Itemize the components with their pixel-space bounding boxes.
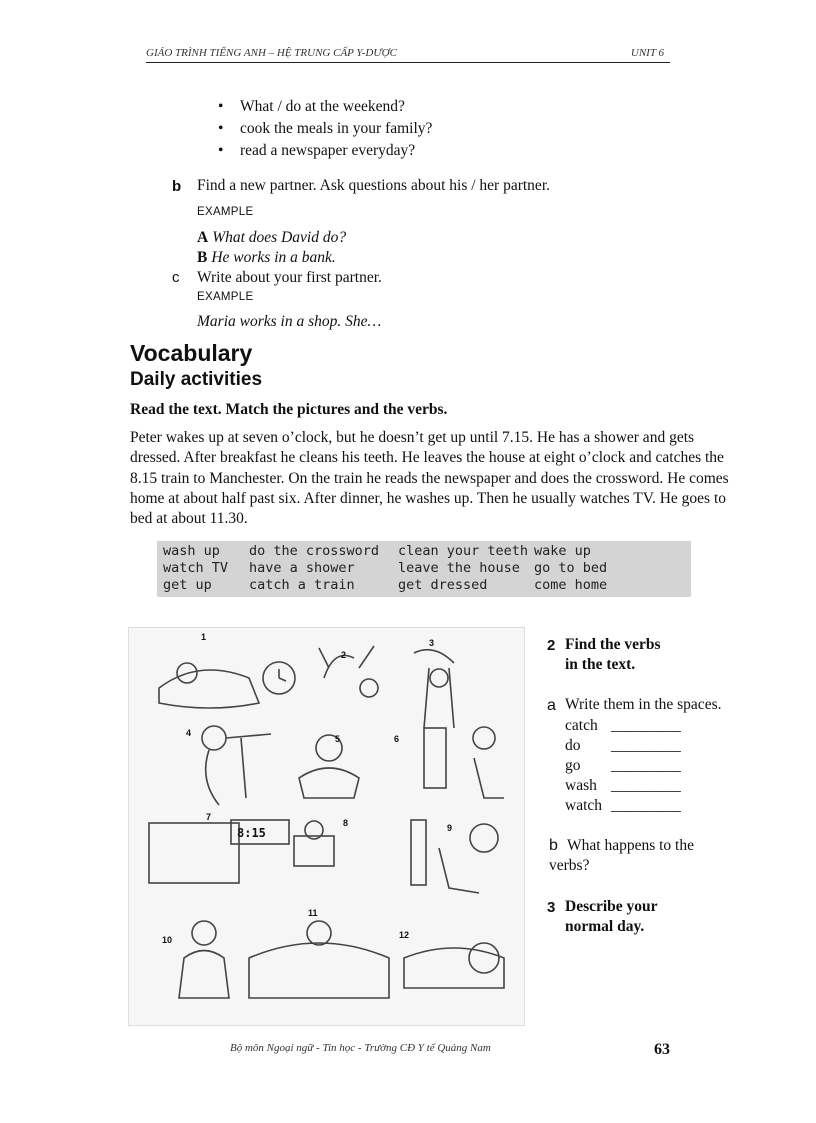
picture-number: 10 [162, 935, 173, 945]
header-title: GIÁO TRÌNH TIẾNG ANH – HỆ TRUNG CẤP Y-DƯỢC [146, 47, 397, 59]
verb-item: go to bed [534, 560, 608, 576]
picture-number: 3 [429, 638, 435, 648]
exercise-title: in the text. [565, 656, 636, 673]
verb-item: have a shower [249, 560, 355, 576]
picture-number: 8 [343, 818, 349, 828]
example-label: EXAMPLE [197, 291, 254, 303]
list-item: watch _________ [565, 797, 681, 814]
picture-number: 9 [447, 823, 453, 833]
list-item: do _________ [565, 737, 681, 754]
verb-item: wake up [534, 543, 591, 559]
picture-number: 2 [341, 650, 347, 660]
page-header [146, 44, 670, 63]
picture-number: 7 [206, 812, 212, 822]
part-b-text: What happens to the [567, 837, 694, 854]
part-c-label: c [172, 269, 180, 286]
verb-item: do the crossword [249, 543, 380, 559]
example-dialogue-line [197, 229, 346, 247]
part-c-text: Write about your first partner. [197, 269, 382, 286]
picture-number: 1 [201, 632, 207, 642]
verb-item: clean your teeth [398, 543, 529, 559]
verb-item: catch a train [249, 577, 355, 593]
verb-item: get dressed [398, 577, 488, 593]
part-b-label: b [172, 178, 182, 195]
list-item: catch _________ [565, 717, 681, 734]
section-subtitle: Daily activities [130, 369, 263, 390]
page-footer: Bộ môn Ngoại ngữ - Tin học - Trường CĐ Y tế Quảng Nam [230, 1042, 491, 1054]
page-number: 63 [654, 1041, 670, 1058]
speaker-b: B [197, 249, 208, 266]
verb-item: watch TV [163, 560, 229, 576]
verb-item: leave the house [398, 560, 520, 576]
verb-item: come home [534, 577, 608, 593]
dialogue-text-a: What does David do? [212, 229, 347, 246]
speaker-a: A [197, 229, 209, 246]
exercise-title: Describe your [565, 898, 658, 915]
verb-box [157, 541, 691, 597]
picture-number: 4 [186, 728, 192, 738]
dialogue-text-b: He works in a bank. [211, 249, 336, 266]
reading-paragraph: Peter wakes up at seven o’clock, but he doesn’t get up until 7.15. He has a shower and gets dressed. After breakfast he cleans his teeth. He leaves the house at eight o’clock and catches the 8.15 train to Manchester. On the train he reads the newspaper and does the crossword. He comes home at about half past six. After dinner, he washes up. Then he usually watches TV. He goes to bed at about 11.30. [130, 429, 729, 528]
exercise-number: 2 [547, 637, 556, 654]
activity-illustrations [128, 627, 525, 1026]
question-list [218, 96, 432, 162]
exercise-title: Find the verbs [565, 636, 661, 653]
word-list [565, 716, 681, 816]
header-unit: UNIT 6 [630, 47, 664, 59]
exercise-title: normal day. [565, 918, 645, 935]
picture-number: 12 [399, 930, 410, 940]
example-dialogue-line [197, 249, 336, 267]
part-b-text: verbs? [549, 857, 590, 874]
part-b-label: b [549, 837, 558, 854]
example-text: Maria works in a shop. She… [197, 313, 382, 330]
verb-item: wash up [163, 543, 220, 559]
part-a-label: a [547, 697, 556, 714]
part-a-text: Write them in the spaces. [565, 696, 722, 713]
section-title: Vocabulary [130, 340, 253, 366]
exercise-number: 3 [547, 899, 556, 916]
picture-number: 11 [308, 908, 318, 918]
list-item: go _________ [565, 757, 681, 774]
picture-number: 5 [335, 734, 341, 744]
clock-display: 8:15 [237, 826, 266, 840]
list-item: wash _________ [565, 777, 681, 794]
picture-number: 6 [394, 734, 400, 744]
list-item: • cook the meals in your family? [218, 118, 432, 140]
list-item: • What / do at the weekend? [218, 96, 432, 118]
part-b-text: Find a new partner. Ask questions about his / her partner. [197, 177, 550, 194]
illustration-sketch [129, 628, 524, 1025]
list-item: • read a newspaper everyday? [218, 140, 432, 162]
instruction: Read the text. Match the pictures and the verbs. [130, 401, 448, 418]
example-label: EXAMPLE [197, 206, 254, 218]
verb-item: get up [163, 577, 212, 593]
